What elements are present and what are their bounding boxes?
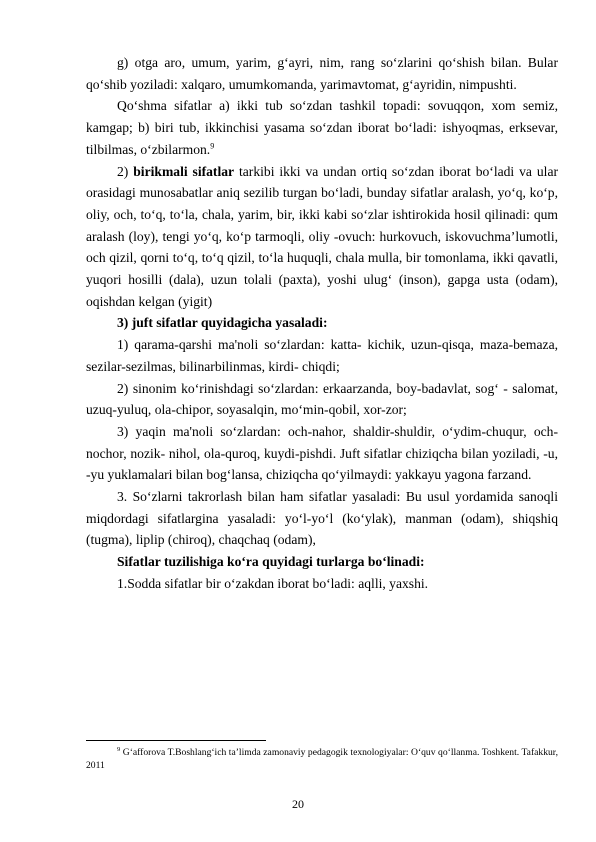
paragraph-prefix-compounds [86,52,558,95]
paragraph-lead: 2) [117,163,134,179]
paragraph-text: tarkibi ikki va undan ortiq so‘zdan iborat bo‘ladi va ular orasidagi munosabatlar aniq sezilib turgan bo‘ladi, bunday sifatlar aralash, yo‘q, ko‘p, oliy, och, to‘q, to‘la, chala, yarim, bir, ikki kabi so‘zlar ishtirokida hosil qilinadi: qum aralash (loy), tengi yo‘q, ko‘p tarmoqli, oliy -ovuch: hurkovuch, iskovuchma’lumotli, och qizil, qorni to‘q, to‘q qizil, to‘la huquqli, chala mulla, bir tomonlama, ikki qavatli, yuqori hosilli (dala), uzun tolali (paxta), yoshi ulug‘ (inson), gapga usta (odam), oqishdan kelgan (yigit) [86,163,559,309]
paragraph-text: Qo‘shma sifatlar a) ikki tub so‘zdan tashkil topadi: sovuqqon, xom semiz, kamgap; b) biri tub, ikkinchisi yasama so‘zdan iborat bo‘ladi: ishyoqmas, erksevar, tilbilmas, o‘zbilarmon. [86,98,558,157]
paragraph-text: 3) yaqin ma'noli so‘zlardan: och-nahor, shaldir-shuldir, o‘ydim-chuqur, och-nochor, nozik- nihol, ola-quroq, kuydi-pishdi. Juft sifatlar chiziqcha bilan yoziladi, -u, -yu yuklamalari bilan bog‘lansa, chiziqcha qo‘yilmaydi: yakkayu yagona farzand. [86,423,558,483]
bold-term: birikmali sifatlar [133,163,235,179]
bold-heading: Sifatlar tuzilishiga ko‘ra quyidagi turlarga bo‘linadi: [117,554,425,570]
paragraph-text: 1.Sodda sifatlar bir o‘zakdan iborat bo‘ladi: aqlli, yaxshi. [117,575,429,591]
main-text [86,52,558,595]
footnote [86,746,558,772]
paragraph-antonym-pairs [86,334,558,377]
footnote-divider [86,740,266,741]
paragraph-simple-adjectives [86,573,558,595]
paragraph-text: 3. So‘zlarni takrorlash bilan ham sifatlar yasaladi: Bu usul yordamida sanoqli miqdordagi sifatlargina yasaladi: yo‘l-yo‘l (ko‘ylak), manman (odam), shiqshiq (tugma), liplip (chiroq), chaqchaq (odam), [86,489,558,548]
paragraph-reduplication [86,486,558,551]
bold-heading: 3) juft sifatlar quyidagicha yasaladi: [117,315,328,331]
paragraph-near-synonym-pairs [86,421,558,486]
paragraph-structure-heading [86,551,558,573]
paragraph-phrasal-adjectives [86,161,558,313]
paragraph-compound-adjectives [86,95,558,160]
paragraph-text: 2) sinonim ko‘rinishdagi so‘zlardan: erkaarzanda, boy-badavlat, sog‘ - salomat, uzuq-yuluq, ola-chipor, soyasalqin, mo‘min-qobil, xor-zor; [86,380,558,418]
footnote-reference[interactable]: 9 [210,141,215,151]
page-number: 20 [292,797,304,811]
paragraph-text: g) otga aro, umum, yarim, g‘ayri, nim, rang so‘zlarini qo‘shish bilan. Bular qo‘shib yoziladi: xalqaro, umumkomanda, yarimavtomat, g‘ayridin, nimpushti. [86,55,558,92]
paragraph-paired-heading [86,312,558,334]
footnote-text: G‘afforova T.Boshlang‘ich ta’limda zamonaviy pedagogik texnologiyalar: O‘quv qo‘llanma. Toshkent. Tafakkur, 2011 [86,747,558,771]
footnote-number: 9 [117,745,121,753]
paragraph-synonym-pairs [86,378,558,421]
paragraph-text: 1) qarama-qarshi ma'noli so‘zlardan: katta- kichik, uzun-qisqa, maza-bemaza, sezilar-sezilmas, bilinarbilinmas, kirdi- chiqdi; [86,337,558,374]
